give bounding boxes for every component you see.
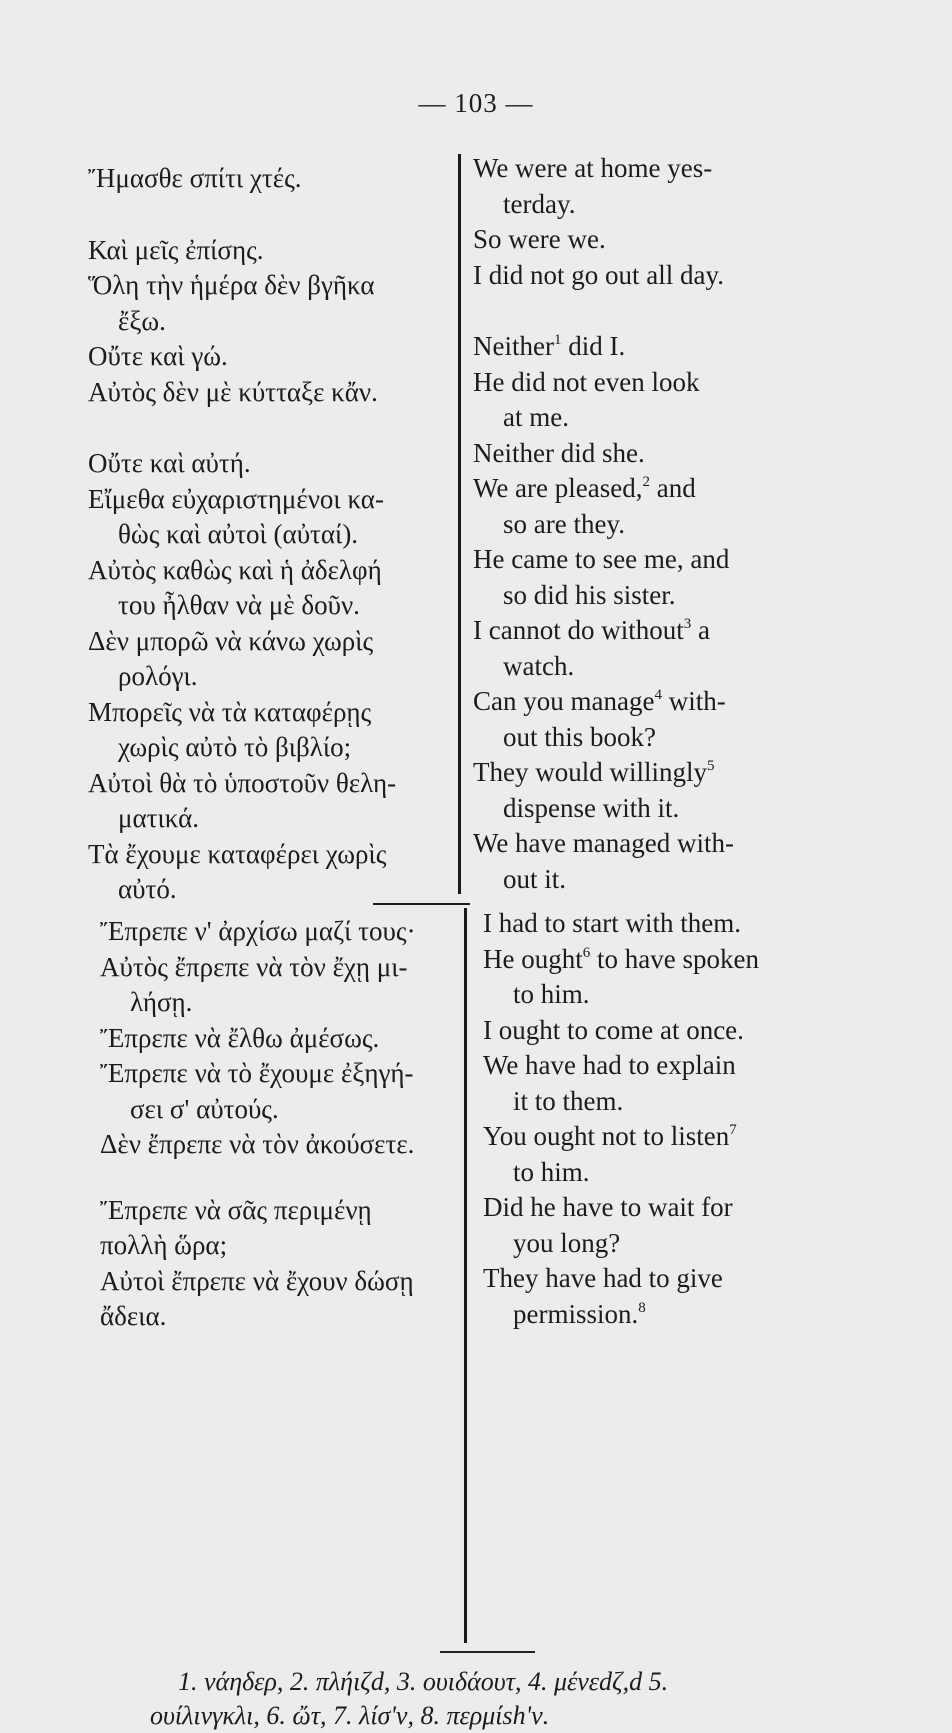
greek-phrase <box>88 624 458 695</box>
greek-phrase <box>100 950 460 1021</box>
text-line: and <box>656 473 696 503</box>
english-phrase <box>473 755 813 826</box>
greek-column-bottom <box>100 914 460 1335</box>
text-line: to him. <box>513 1156 590 1187</box>
text-line: We are pleased, <box>473 473 643 503</box>
text-line: you long? <box>513 1227 621 1258</box>
english-phrase <box>483 1119 813 1190</box>
text-line: at me. <box>503 402 569 432</box>
text-line: Neither <box>473 331 554 361</box>
greek-phrase <box>88 446 458 482</box>
english-phrase <box>473 436 813 472</box>
english-phrase <box>483 942 813 1013</box>
footnote-marker: 7 <box>729 1122 737 1138</box>
footnote-marker: 1 <box>553 332 562 348</box>
english-phrase <box>483 1013 813 1049</box>
text-line: it to them. <box>513 1085 624 1116</box>
text-line: Ὅλη τὴν ἡμέρα δὲν βγῆκα <box>88 270 375 300</box>
greek-phrase <box>100 1127 460 1163</box>
greek-phrase <box>88 375 458 411</box>
text-line: σει σ' αὐτούς. <box>130 1093 279 1124</box>
footnote-line: ουίλινγκλι, 6. ὤτ, 7. λίσ'ν, 8. περμίsh'ν. <box>150 1701 550 1730</box>
text-line: We have managed with- <box>473 828 734 858</box>
greek-phrase <box>88 268 458 339</box>
text-line: ἄδεια. <box>100 1301 167 1331</box>
english-phrase <box>473 258 813 294</box>
english-phrase <box>483 1190 813 1261</box>
greek-phrase <box>88 695 458 766</box>
text-line: χωρὶς αὐτὸ τὸ βιβλίο; <box>118 732 352 762</box>
greek-phrase <box>88 837 458 908</box>
text-line: ματικά. <box>118 803 199 833</box>
english-column-top <box>473 151 813 897</box>
footnote-marker: 8 <box>638 1299 646 1316</box>
text-line: Τὰ ἔχουμε καταφέρει χωρὶς <box>88 838 387 869</box>
greek-phrase <box>88 339 458 375</box>
text-line: Ἤμασθε σπίτι χτές. <box>88 163 302 193</box>
text-line: Ἔπρεπε νὰ σᾶς περιμένῃ <box>100 1194 372 1225</box>
text-line: Αὐτοὶ ἔπρεπε νὰ ἔχουν δώσῃ <box>100 1265 414 1296</box>
text-line: terday. <box>503 188 576 219</box>
text-line: Αὐτὸς ἔπρεπε νὰ τὸν ἔχῃ μι- <box>100 951 408 982</box>
english-phrase <box>483 906 813 942</box>
text-line: a <box>697 615 710 645</box>
text-line: αὐτό. <box>118 874 177 904</box>
text-line: Αὐτοὶ θὰ τὸ ὑποστοῦν θελη- <box>88 767 397 798</box>
text-line: του ἦλθαν νὰ μὲ δοῦν. <box>118 590 360 620</box>
greek-phrase <box>100 914 460 950</box>
text-line: We have had to explain <box>483 1050 736 1080</box>
text-line: Can you manage <box>473 686 655 716</box>
page-number: — 103 — <box>418 88 534 118</box>
text-line: Did he have to wait for <box>483 1192 733 1222</box>
column-divider-top <box>458 154 461 894</box>
spacer <box>473 293 813 329</box>
footnote-line: 1. νάηδερ, 2. πλήιζd, 3. ουιδάουτ, 4. μένεdζ,d 5. <box>178 1667 669 1696</box>
footnote-marker: 2 <box>642 474 650 490</box>
spacer <box>88 197 458 233</box>
english-phrase <box>473 684 813 755</box>
greek-phrase <box>88 161 458 197</box>
footnote-marker: 3 <box>683 616 692 632</box>
text-line: We were at home yes- <box>473 153 713 183</box>
text-line: dispense with it. <box>503 792 680 823</box>
text-line: They would willingly <box>473 757 707 787</box>
text-line: He did not even look <box>473 366 700 397</box>
english-phrase <box>483 1048 813 1119</box>
text-line: So were we. <box>473 224 606 254</box>
greek-phrase <box>88 766 458 837</box>
greek-phrase <box>88 233 458 269</box>
text-line: Οὔτε καὶ γώ. <box>88 341 228 371</box>
text-line: I cannot do without <box>473 615 684 645</box>
text-line: θὼς καὶ αὐτοὶ (αὐταί). <box>118 519 359 549</box>
greek-phrase <box>100 1264 460 1335</box>
text-line: I ought to come at once. <box>483 1014 744 1045</box>
text-line: πολλὴ ὥρα; <box>100 1230 228 1260</box>
english-phrase <box>473 471 813 542</box>
greek-phrase <box>100 1021 460 1057</box>
greek-phrase <box>88 553 458 624</box>
footnotes <box>150 1665 830 1733</box>
english-phrase <box>473 222 813 258</box>
text-line: permission. <box>513 1298 639 1329</box>
text-line: λήσῃ. <box>130 987 193 1017</box>
english-phrase <box>473 613 813 684</box>
text-line: I had to start with them. <box>483 908 741 938</box>
english-phrase <box>473 826 813 897</box>
english-phrase <box>473 365 813 436</box>
text-line: Ἔπρεπε νὰ ἔλθω ἀμέσως. <box>100 1022 380 1053</box>
text-line: Καὶ μεῖς ἐπίσης. <box>88 234 264 265</box>
greek-phrase <box>100 1193 460 1264</box>
text-line: Αὐτὸς καθὼς καὶ ἡ ἀδελφή <box>88 554 382 585</box>
spacer <box>100 1163 460 1193</box>
text-line: Μπορεῖς νὰ τὰ καταφέρῃς <box>88 696 372 727</box>
text-line: He ought <box>483 943 583 974</box>
footnote-marker: 5 <box>706 758 715 774</box>
text-line: He came to see me, and <box>473 544 730 574</box>
text-line: Οὔτε καὶ αὐτή. <box>88 448 251 478</box>
text-line: so are they. <box>503 508 625 539</box>
text-line: with- <box>668 686 726 716</box>
text-line: to him. <box>513 979 590 1009</box>
greek-phrase <box>100 1056 460 1127</box>
text-line: to have spoken <box>596 943 759 974</box>
text-line: out it. <box>503 863 567 894</box>
text-line: Ἔπρεπε ν' ἀρχίσω μαζί τους· <box>100 916 416 946</box>
column-divider-bottom <box>464 908 467 1643</box>
english-column-bottom <box>483 906 813 1332</box>
text-line: Ἔπρεπε νὰ τὸ ἔχουμε ἐξηγή- <box>100 1058 414 1088</box>
text-line: ρολόγι. <box>118 661 198 691</box>
english-phrase <box>473 329 813 365</box>
english-phrase <box>473 542 813 613</box>
greek-phrase <box>88 482 458 553</box>
text-line: Αὐτὸς δὲν μὲ κύτταξε κἄν. <box>88 376 378 407</box>
footnote-marker: 6 <box>582 944 591 961</box>
text-line: Εἴμεθα εὐχαριστημένοι κα- <box>88 483 384 514</box>
text-line: They have had to give <box>483 1263 723 1293</box>
text-line: out this book? <box>503 721 656 752</box>
text-line: Δὲν ἔπρεπε νὰ τὸν ἀκούσετε. <box>100 1129 415 1159</box>
text-line: so did his sister. <box>503 579 676 610</box>
text-line: did I. <box>568 331 626 361</box>
english-phrase <box>483 1261 813 1332</box>
text-line: You ought not to listen <box>483 1121 730 1151</box>
text-line: Δὲν μπορῶ νὰ κάνω χωρὶς <box>88 625 374 656</box>
footnote-marker: 4 <box>654 687 662 703</box>
footnote-rule <box>440 1651 535 1653</box>
text-line: Neither did she. <box>473 437 645 468</box>
english-phrase <box>473 151 813 222</box>
text-line: watch. <box>503 650 575 681</box>
text-line: I did not go out all day. <box>473 259 724 290</box>
spacer <box>88 410 458 446</box>
greek-column-top <box>88 161 458 908</box>
text-line: ἔξω. <box>118 305 166 336</box>
